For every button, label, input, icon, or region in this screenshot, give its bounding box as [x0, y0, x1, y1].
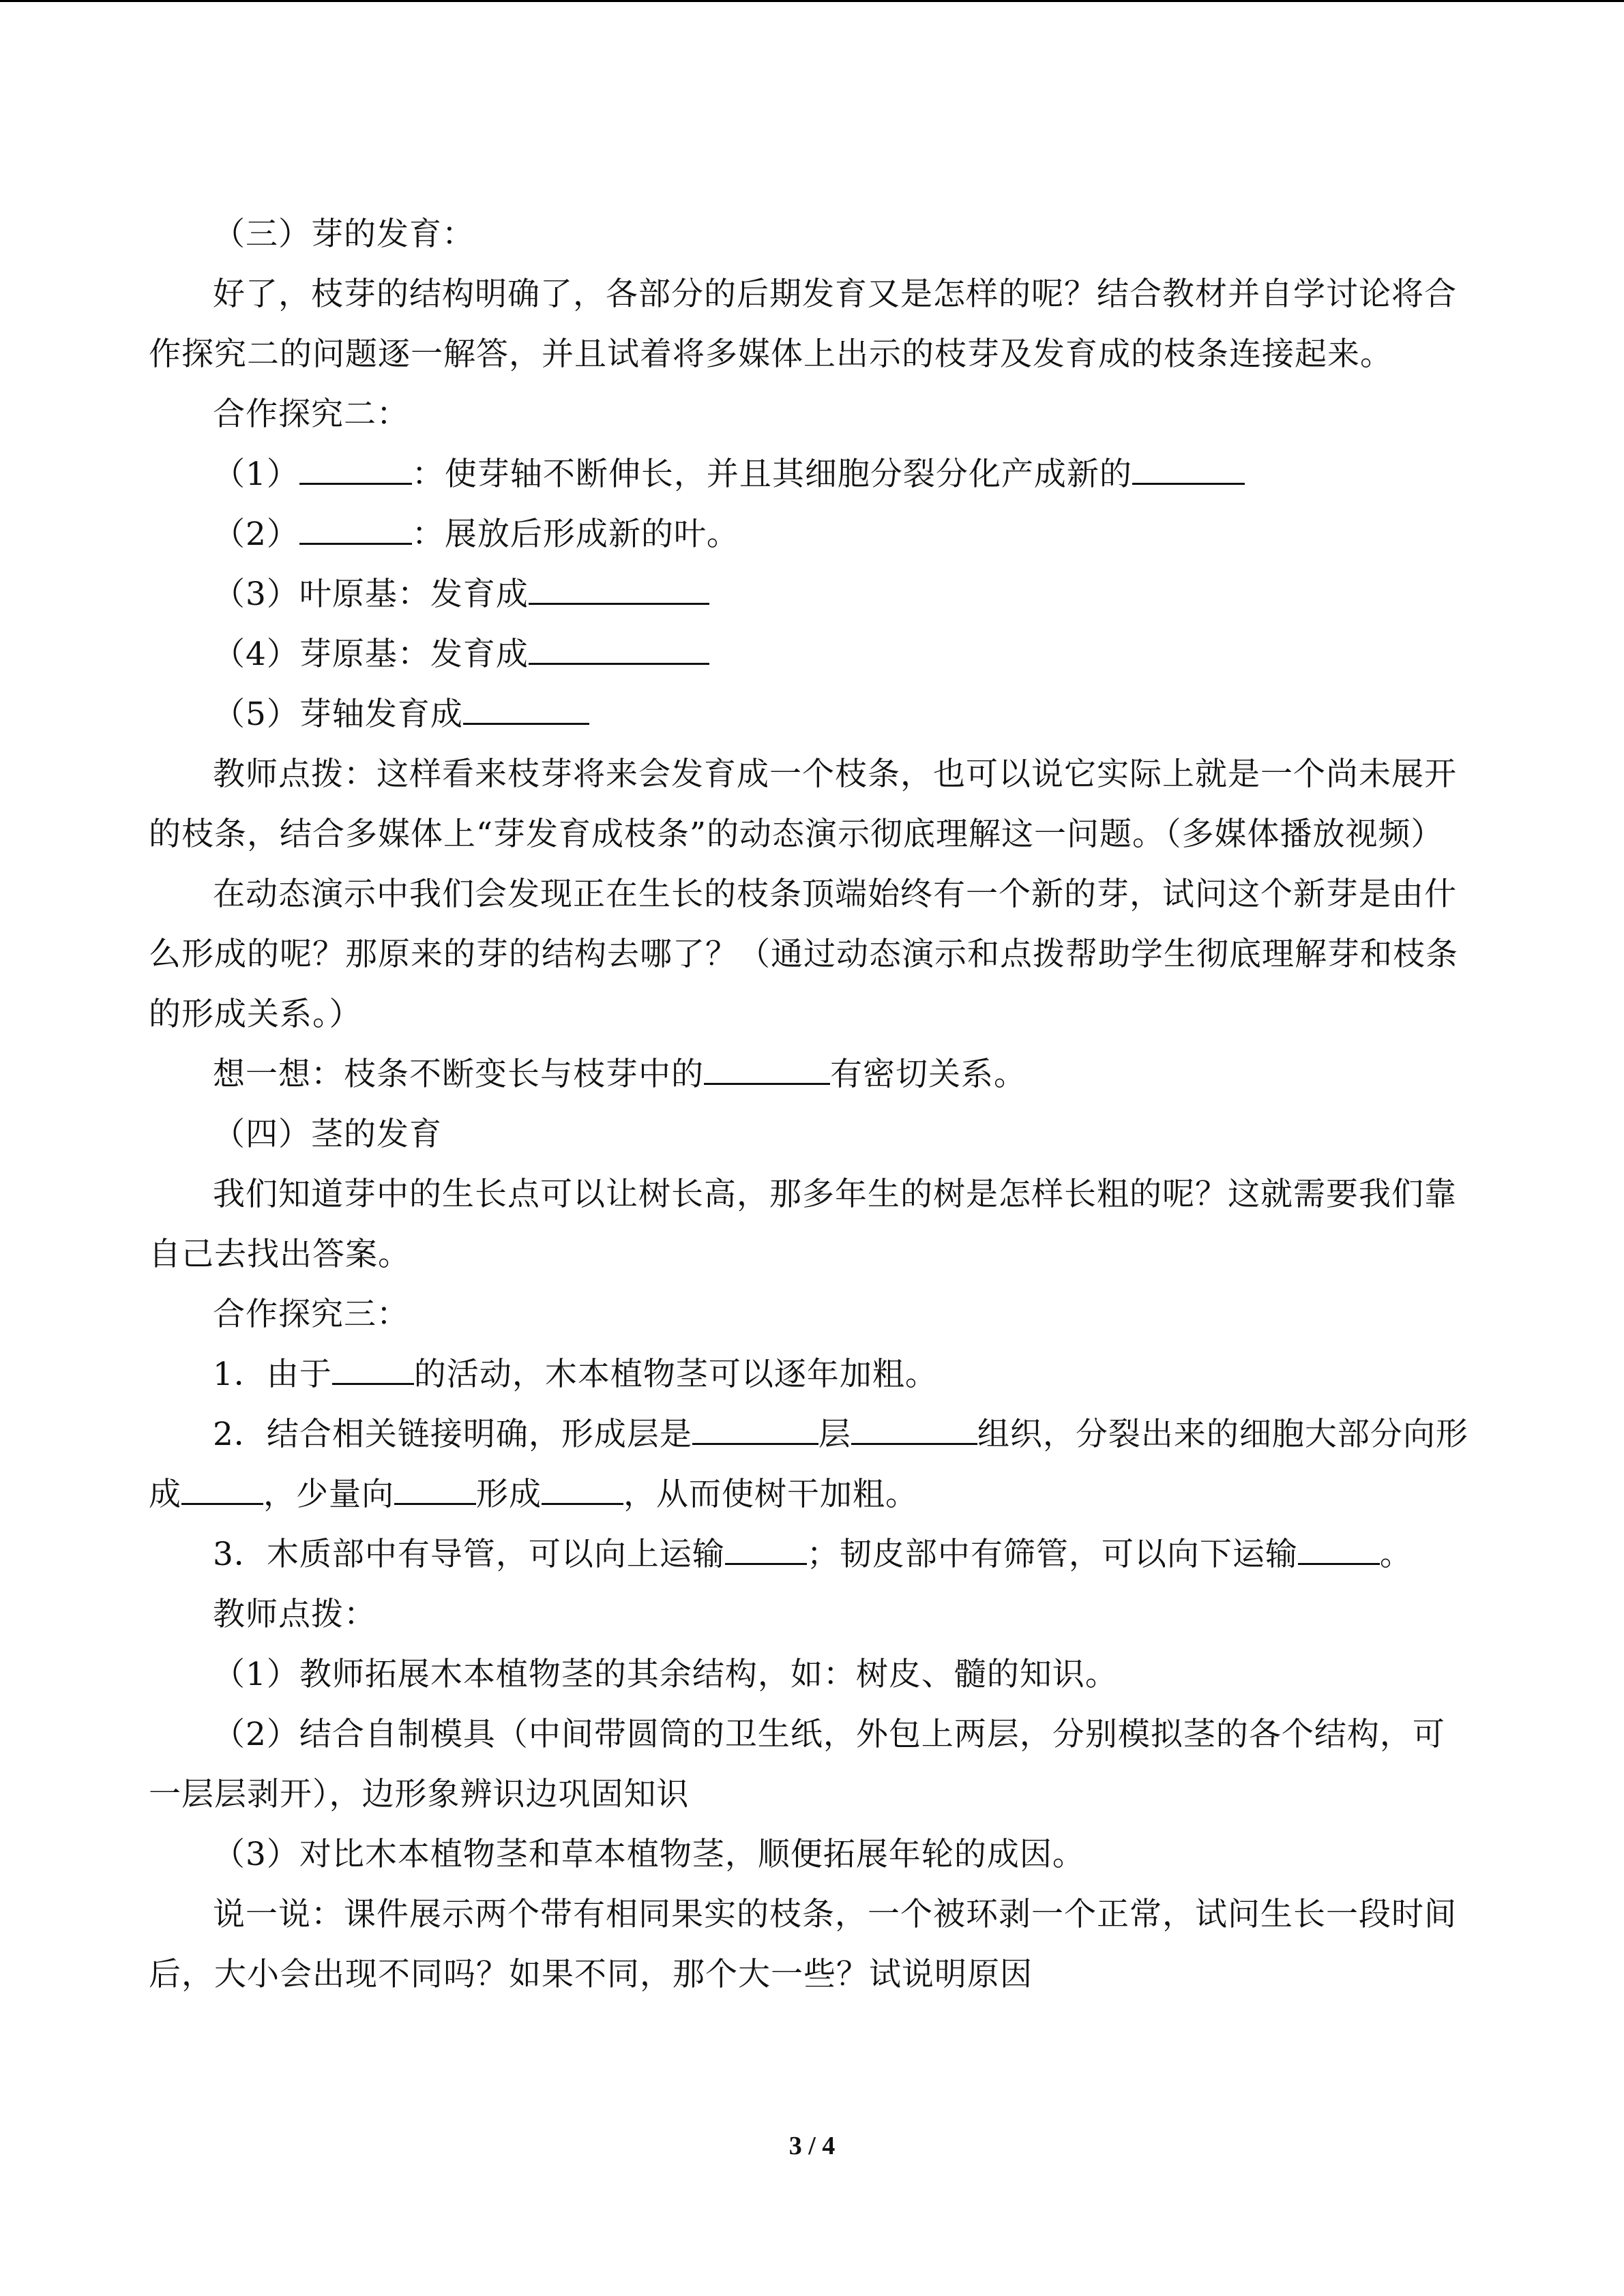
- question-1: （1） ：使芽轴不断伸长，并且其细胞分裂分化产成新的: [149, 445, 1475, 505]
- heading-stem-development: （四）茎的发育: [213, 1116, 442, 1153]
- question-4: （4）芽原基：发育成: [149, 625, 1475, 685]
- answer-blank[interactable]: [704, 1056, 830, 1085]
- heading-cooperative-inquiry-2: 合作探究二：: [213, 396, 409, 433]
- answer-blank[interactable]: [299, 516, 412, 545]
- top-border: [0, 0, 1624, 2]
- answer-blank[interactable]: [463, 696, 589, 725]
- paragraph-intro-bud: 好了，枝芽的结构明确了，各部分的后期发育又是怎样的呢？结合教材并自学讨论将合作探究二的问题逐一解答，并且试着将多媒体上出示的枝芽及发育成的枝条连接起来。: [149, 275, 1457, 373]
- page-number: 3 / 4: [788, 2132, 836, 2160]
- document-body: [149, 205, 1475, 2005]
- answer-blank[interactable]: [542, 1476, 623, 1505]
- answer-blank[interactable]: [299, 456, 412, 485]
- answer-blank[interactable]: [725, 1536, 807, 1565]
- think-about-it: 想一想：枝条不断变长与枝芽中的 有密切关系。: [213, 1056, 1027, 1093]
- answer-blank[interactable]: [181, 1476, 263, 1505]
- question-2: （2） ：展放后形成新的叶。: [213, 516, 739, 553]
- inquiry-3-item-2: 2．结合相关链接明确，形成层是 层 组织，分裂出来的细胞大部分向形成 ，少量向 形成 ，从而使树干加粗。: [149, 1416, 1468, 1513]
- answer-blank[interactable]: [1298, 1536, 1380, 1565]
- heading-bud-development: （三）芽的发育：: [213, 215, 475, 253]
- answer-blank[interactable]: [394, 1476, 476, 1505]
- paragraph-stem-intro: 我们知道芽中的生长点可以让树长高，那多年生的树是怎样长粗的呢？这就需要我们靠自己去找出答案。: [149, 1176, 1457, 1273]
- question-5: （5）芽轴发育成: [149, 685, 1475, 745]
- inquiry-3-item-1: 1．由于 的活动，木本植物茎可以逐年加粗。: [213, 1356, 938, 1393]
- answer-blank[interactable]: [692, 1416, 818, 1445]
- answer-blank[interactable]: [1132, 456, 1245, 485]
- teacher-guidance-1: 教师点拨：这样看来枝芽将来会发育成一个枝条，也可以说它实际上就是一个尚未展开的枝条，结合多媒体上“芽发育成枝条”的动态演示彻底理解这一问题。（多媒体播放视频）: [149, 756, 1457, 853]
- guidance-item-3: （3）对比木本植物茎和草本植物茎，顺便拓展年轮的成因。: [213, 1836, 1085, 1873]
- inquiry-3-item-3: 3．木质部中有导管，可以向上运输 ；韧皮部中有筛管，可以向下运输 。: [213, 1536, 1413, 1573]
- answer-blank[interactable]: [529, 636, 709, 665]
- say-it: 说一说：课件展示两个带有相同果实的枝条，一个被环剥一个正常，试问生长一段时间后，大小会出现不同吗？如果不同，那个大一些？试说明原因: [149, 1896, 1457, 1993]
- guidance-item-1: （1）教师拓展木本植物茎的其余结构，如：树皮、髓的知识。: [213, 1656, 1118, 1693]
- paragraph-dynamic-demo: 在动态演示中我们会发现正在生长的枝条顶端始终有一个新的芽，试问这个新芽是由什么形成的呢？那原来的芽的结构去哪了？（通过动态演示和点拨帮助学生彻底理解芽和枝条的形成关系。）: [149, 876, 1458, 1033]
- answer-blank[interactable]: [332, 1356, 414, 1385]
- heading-cooperative-inquiry-3: 合作探究三：: [213, 1296, 409, 1333]
- answer-blank[interactable]: [851, 1416, 977, 1445]
- question-3: （3）叶原基：发育成: [149, 565, 1475, 625]
- guidance-item-2: （2）结合自制模具（中间带圆筒的卫生纸，外包上两层，分别模拟茎的各个结构，可一层层剥开），边形象辨识边巩固知识: [149, 1716, 1445, 1813]
- answer-blank[interactable]: [529, 576, 709, 605]
- heading-teacher-guidance-2: 教师点拨：: [213, 1596, 377, 1633]
